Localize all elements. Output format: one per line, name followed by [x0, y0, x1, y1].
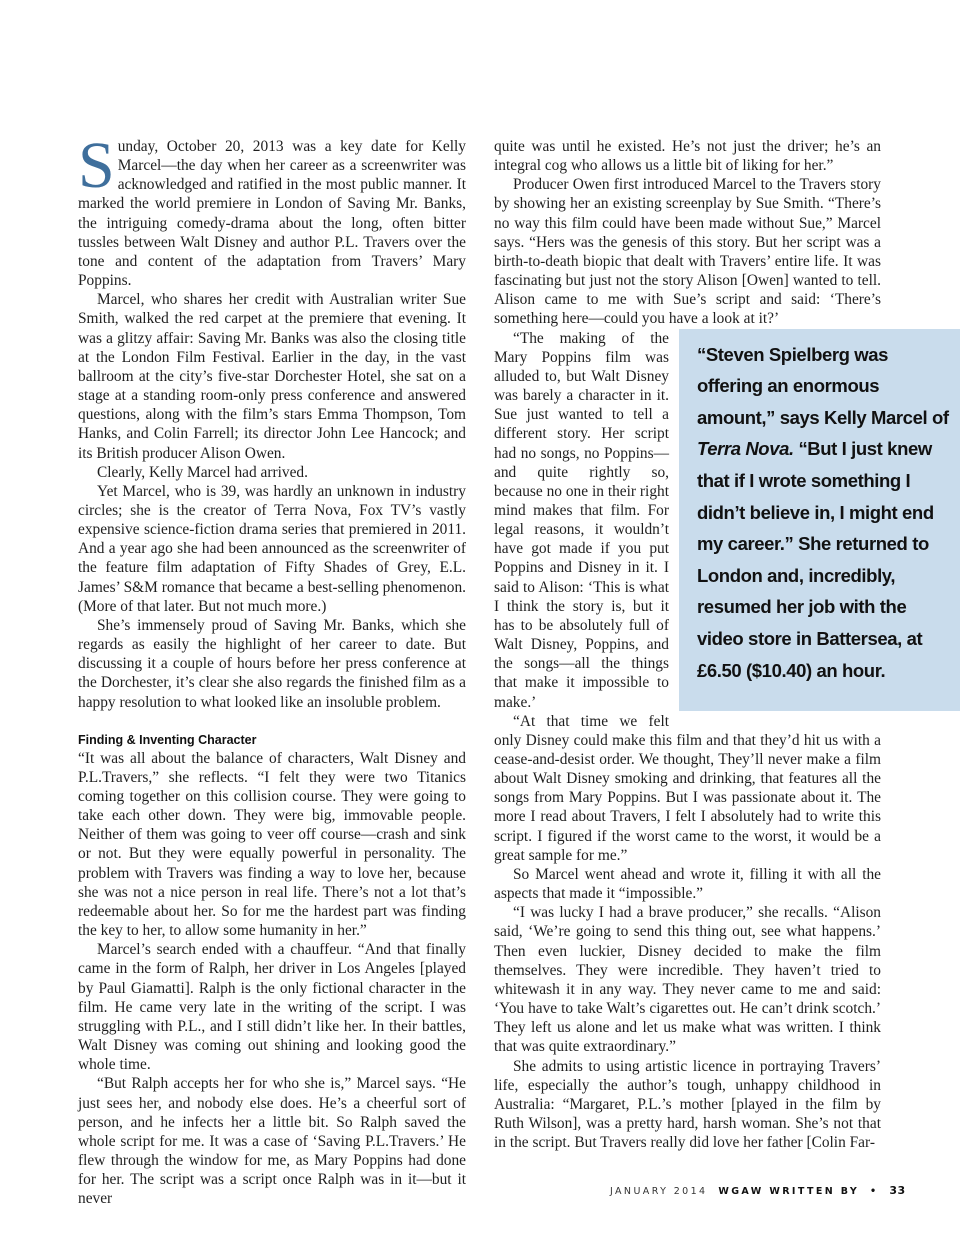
intro-text: unday, October 20, 2013 was a key date for Kelly Marcel—the day when her career as a screenwriter was acknowledged and ratified in the most public manner. It marked the world premiere in London of Saving Mr. Banks, the intriguing comedy-drama about the long, often bitter tussles between Walt Disney and author P.L. Travers over the tone and content of the adaptation from Travers’ Mary Poppins. [78, 138, 466, 290]
right-column [494, 137, 949, 1152]
paragraph: Producer Owen first introduced Marcel to the Travers story by showing her an existing screenplay by Sue Smith. “There’s no way this film could have been made without Sue,” Marcel says. “Hers was the genesis of this story. But her script was a birth-to-death biopic that dealt with Travers’ entire life. It was fascinating but just not the story Alison [Owen] wanted to tell. Alison came to me with Sue’s script and said: ‘There’s something here—could you have a look at it?’ [494, 176, 881, 328]
page-footer [610, 1184, 906, 1197]
drop-cap: S [78, 129, 115, 202]
footer-issue-date: JANUARY 2014 [610, 1186, 708, 1197]
paragraph: She admits to using artistic licence in portraying Travers’ life, especially the author’s tough, unhappy childhood in Australia: “Margaret, P.L.’s mother [played in the film by Ruth Wilson], was a pretty hard, harsh woman. She’s not that in the script. But Travers really did love her father [Colin Far- [494, 1057, 881, 1152]
pull-quote-text: “Steven Spielberg was offering an enormous amount,” says Kelly Marcel of [697, 343, 949, 428]
paragraph: She’s immensely proud of Saving Mr. Banks, which she regards as easily the highlight of her career to date. But discussing it a couple of hours before her press conference at the Dorchester, it’s clear she also regards the finished film as a happy resolution to what looked like an insoluble problem. [78, 616, 466, 711]
paragraph: “At that time we felt only Disney could make this film and that they’d hit us with a cease-and-desist order. We thought, They’ll never make a film about Walt Disney smoking and drinking, that features all the songs from Mary Poppins. But I was passionate about it. The more I read about Travers, I felt I absolutely had to write this script. I figured if the worst came to the worst, it would be a great sample for me.” [494, 712, 881, 864]
pull-quote-text: “But I just knew that if I wrote something I didn’t believe in, I might end my career.” She returned to London and, incredibly, resumed her job with the video store in Battersea, at £6.50 ($10.40) an hour. [697, 438, 934, 681]
paragraph: Marcel’s search ended with a chauffeur. “And that finally came in the form of Ralph, her driver in Los Angeles [played by Paul Giamatti]. Ralph is the only fictional character in the film. He came very late in the writing of the script. I was struggling with P.L., and I still didn’t like her. In their battles, Walt Disney was coming out shining and looking good the whole time. [78, 941, 466, 1074]
footer-publication: WGAW WRITTEN BY [718, 1186, 860, 1197]
paragraph: Marcel, who shares her credit with Australian writer Sue Smith, walked the red carpet at the premiere that evening. It was a glitzy affair: Saving Mr. Banks was also the closing title at the London Film Festival. Earlier in the day, in the vast ballroom at the city’s five-star Dorchester Hotel, she sat on a stage at a standing room-only press conference and answered questions, along with the film’s stars Emma Thompson, Tom Hanks, and Colin Farrell; its director John Lee Hancock; and its British producer Alison Owen. [78, 291, 466, 462]
left-column [78, 129, 466, 1208]
paragraph: So Marcel went ahead and wrote it, filling it with all the aspects that made it “impossible.” [494, 865, 881, 903]
section-subhead: Finding & Inventing Character [78, 732, 257, 747]
page-number: 33 [889, 1184, 906, 1197]
pull-quote-title: Terra Nova. [697, 438, 794, 460]
paragraph: Clearly, Kelly Marcel had arrived. [97, 463, 308, 481]
paragraph-intro [78, 129, 466, 290]
paragraph: “I was lucky I had a brave producer,” she recalls. “Alison said, ‘We’re going to send this thing out, see what happens.’ Then even luckier, Disney decided to make the film themselves. They were incredible. They haven’t tried to whitewash it in any way. They never came to me and said: ‘You have to take Walt’s cigarettes out. He can’t drink scotch.’ They left us alone and let us make what was written. I think that was quite extraordinary.” [494, 904, 881, 1056]
paragraph: Yet Marcel, who is 39, was hardly an unknown in industry circles; she is the creator of Terra Nova, Fox TV’s vastly expensive science-fiction drama series that premiered in 2011. And a year ago she had been announced as the screenwriter of the feature film adaptation of Fifty Shades of Grey, E.L. James’ S&M romance that became a best-selling phenomenon. (More of that later. But not much more.) [78, 482, 466, 615]
paragraph: “The making of the Mary Poppins film was alluded to, but Walt Disney was barely a character in it. Sue just wanted to tell a different story. Her script had no songs, no Poppins—and quite rightly so, because no one in their right mind makes that film. For legal reasons, it wouldn’t have got made if you put Poppins and Disney in it. I said to Alison: ‘This is what I think the story is, but it has to be absolutely full of Walt Disney, Poppins, and the songs—all the things that make it impossible to make.’ [494, 329, 669, 711]
footer-bullet: • [870, 1186, 879, 1197]
pull-quote [679, 329, 960, 711]
paragraph: “It was all about the balance of characters, Walt Disney and P.L.Travers,” she reflects. “I felt they were two Titanics coming together on this collision course. They were going to take each other down. They were big, immovable people. Neither of them was going to veer off course—crash and sink or not. But they were equally powerful in personality. The problem with Travers was finding a way to love her, because she was not a nice person in real life. There’s not a lot that’s redeemable about her. So for me the hardest part was finding the key to her, to allow some humanity in her.” [78, 749, 466, 940]
paragraph: “But Ralph accepts her for who she is,” Marcel says. “He just sees her, and nobody else does. He’s a cheerful sort of person, and he infects her a little bit. So Ralph saved the whole script for me. It was a case of ‘Saving P.L.Travers.’ He flew through the window for me, as Mary Poppins had done for her. The script was a script once Ralph was in it—but it never [78, 1075, 466, 1208]
paragraph: quite was until he existed. He’s not just the driver; he’s an integral cog who allows us a little bit of liking for her.” [494, 138, 881, 175]
